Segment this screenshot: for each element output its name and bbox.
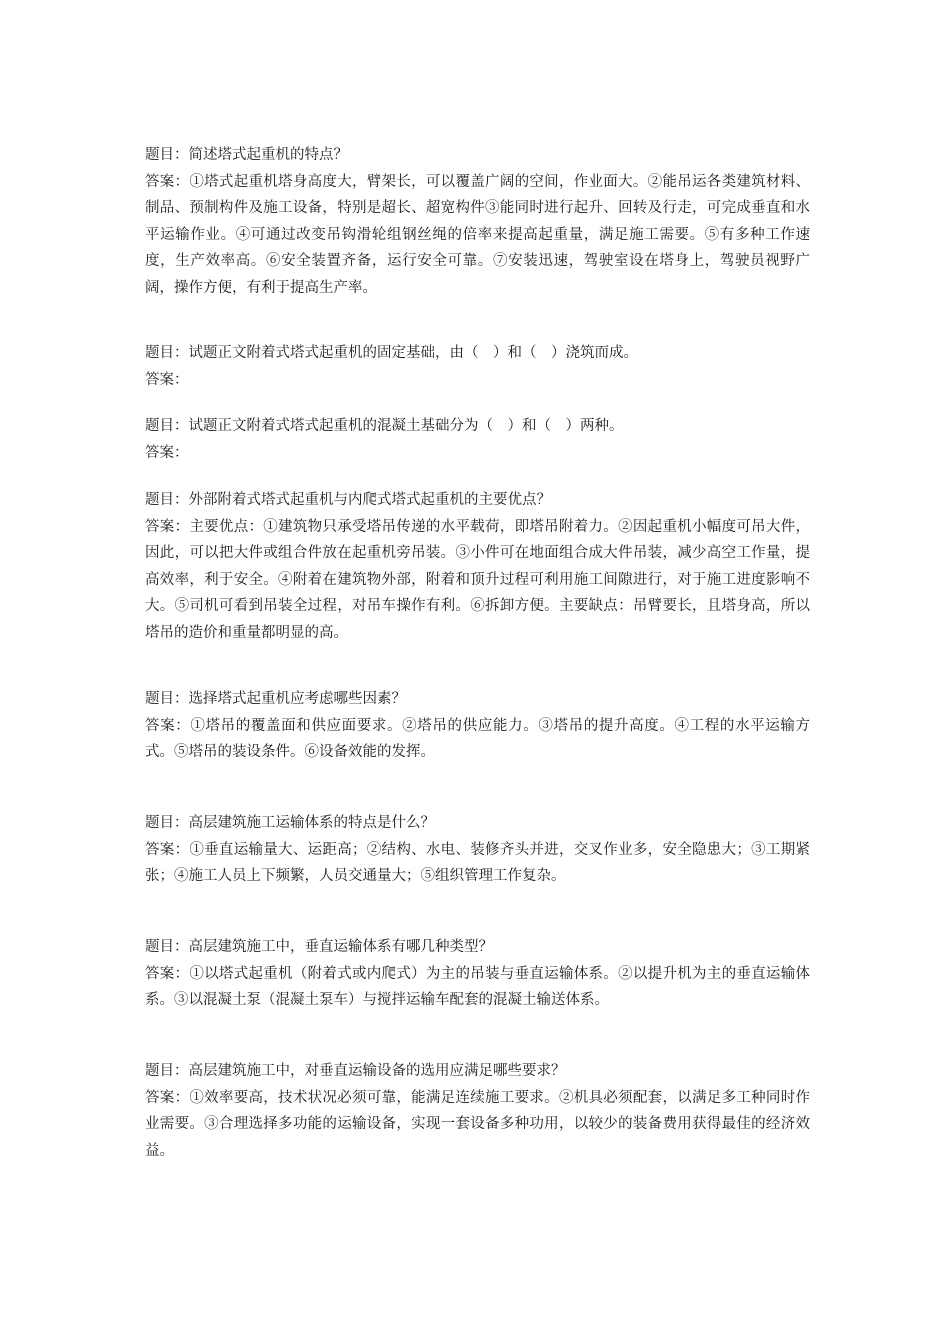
qa-block <box>145 340 810 393</box>
qa-block <box>145 810 810 890</box>
answer-text: 答案：主要优点：①建筑物只承受塔吊传递的水平载荷，即塔吊附着力。②因起重机小幅度可吊大件，因此，可以把大件或组合件放在起重机旁吊装。③小件可在地面组合成大件吊装，减少高空工作量，提高效率，利于安全。④附着在建筑物外部，附着和顶升过程可利用施工间隙进行，对于施工进度影响不大。⑤司机可看到吊装全过程，对吊车操作有利。⑥拆卸方便。主要缺点：吊臂要长，且塔身高，所以塔吊的造价和重量都明显的高。 <box>145 518 810 641</box>
question-text: 题目：选择塔式起重机应考虑哪些因素？ <box>145 691 406 707</box>
answer-text: 答案：①垂直运输量大、运距高；②结构、水电、装修齐头并进，交叉作业多，安全隐患大；③工期紧张；④施工人员上下频繁，人员交通量大；⑤组织管理工作复杂。 <box>145 841 810 884</box>
question-text: 题目：简述塔式起重机的特点？ <box>145 147 348 163</box>
answer-text: 答案：①塔式起重机塔身高度大，臂架长，可以覆盖广阔的空间，作业面大。②能吊运各类建筑材料、制品、预制构件及施工设备，特别是超长、超宽构件③能同时进行起升、回转及行走，可完成垂直和水平运输作业。④可通过改变吊钩滑轮组钢丝绳的倍率来提高起重量，满足施工需要。⑤有多种工作速度，生产效率高。⑥安全装置齐备，运行安全可靠。⑦安装迅速，驾驶室设在塔身上，驾驶员视野广阔，操作方便，有利于提高生产率。 <box>145 173 810 296</box>
answer-text: 答案：①塔吊的覆盖面和供应面要求。②塔吊的供应能力。③塔吊的提升高度。④工程的水平运输方式。⑤塔吊的装设条件。⑥设备效能的发挥。 <box>145 717 810 760</box>
answer-text: 答案：①效率要高，技术状况必须可靠，能满足连续施工要求。②机具必须配套，以满足多工种同时作业需要。③合理选择多功能的运输设备，实现一套设备多种功用，以较少的装备费用获得最佳的经济效益。 <box>145 1089 810 1159</box>
question-text: 题目：试题正文附着式塔式起重机的固定基础，由（ ）和（ ）浇筑而成。 <box>145 345 638 361</box>
question-text: 题目：外部附着式塔式起重机与内爬式塔式起重机的主要优点？ <box>145 492 551 508</box>
qa-block <box>145 487 810 646</box>
qa-block <box>145 686 810 766</box>
qa-block <box>145 142 810 301</box>
answer-text: 答案： <box>145 444 189 461</box>
answer-text: 答案：①以塔式起重机（附着式或内爬式）为主的吊装与垂直运输体系。②以提升机为主的垂直运输体系。③以混凝土泵（混凝土泵车）与搅拌运输车配套的混凝土输送体系。 <box>145 965 810 1008</box>
answer-text: 答案： <box>145 371 189 388</box>
qa-block <box>145 413 810 466</box>
question-text: 题目：高层建筑施工中，垂直运输体系有哪几种类型？ <box>145 939 493 955</box>
qa-block <box>145 1058 810 1164</box>
qa-block <box>145 934 810 1014</box>
question-text: 题目：高层建筑施工运输体系的特点是什么？ <box>145 815 435 831</box>
question-text: 题目：试题正文附着式塔式起重机的混凝土基础分为（ ）和（ ）两种。 <box>145 418 624 434</box>
question-text: 题目：高层建筑施工中，对垂直运输设备的选用应满足哪些要求？ <box>145 1063 566 1079</box>
